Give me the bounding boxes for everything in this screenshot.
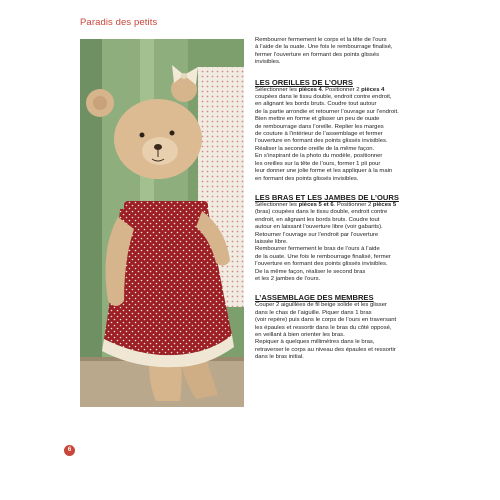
text-line: Réaliser la seconde oreille de la même façon.	[255, 145, 375, 152]
section-arms-legs	[255, 193, 425, 283]
section-title-assembly: L’ASSEMBLAGE DES MEMBRES	[255, 293, 374, 303]
text-line: Rembourrer fermement le bras de l’ours à l’aide	[255, 246, 380, 253]
section-assembly	[255, 293, 425, 361]
text-line: invisibles.	[255, 59, 281, 66]
text-line: de la ouate. Une fois le rembourrage finalisé, fermer	[255, 253, 391, 260]
text-line: et les 2 jambes de l’ours.	[255, 275, 321, 282]
text-line: en alignant les bords bruts. Coudre tout autour	[255, 101, 377, 108]
text-line: laissée libre.	[255, 238, 288, 245]
text-line: (bras) coupées dans le tissu double, endroit contre	[255, 209, 388, 216]
teddy-bear-photo	[80, 39, 244, 407]
section-title-ears: LES OREILLES DE L’OURS	[255, 77, 353, 87]
page-number-badge: 6	[64, 445, 75, 456]
text-line: Sélectionner les pièces 4. Positionner 2 pièces 4	[255, 86, 385, 93]
page-header-title: Paradis des petits	[80, 17, 158, 28]
text-line: Sélectionner les pièces 5 et 6. Positionner 2 pièces 5	[255, 201, 397, 208]
text-line: coupées dans le tissu double, endroit contre endroit,	[255, 94, 392, 101]
text-line: leur donner une jolie forme et les appliquer à la main	[255, 168, 393, 175]
text-line: De la même façon, réaliser le second bras	[255, 268, 366, 275]
text-line: Retourner l’ouvrage sur l’endroit par l’ouverture	[255, 231, 379, 238]
intro-paragraph	[255, 37, 425, 67]
instructions-column	[255, 37, 425, 362]
text-line: Bien mettre en forme et glisser un peu de ouate	[255, 116, 380, 123]
text-line: autour en laissant l’ouverture libre (voir gabarits).	[255, 224, 383, 231]
text-line: de rembourrage dans l’oreille. Replier les marges	[255, 123, 384, 130]
text-line: endroit, en alignant les bords bruts. Coudre tout	[255, 216, 380, 223]
text-line: dans le bras initial.	[255, 354, 304, 361]
text-line: fermer l’ouverture en formant des points glissés	[255, 51, 380, 58]
text-line: de couture à l’intérieur de l’assemblage et fermer	[255, 131, 383, 138]
text-line: (voir repère) puis dans le corps de l’ours en traversant	[255, 317, 397, 324]
text-line: l’ouverture en formant des points glissés invisibles.	[255, 261, 388, 268]
section-title-arms-legs: LES BRAS ET LES JAMBES DE L’OURS	[255, 192, 399, 202]
text-line: En s’inspirant de la photo du modèle, positionner	[255, 153, 383, 160]
text-line: Repiquer à quelques millimètres dans le bras,	[255, 339, 375, 346]
teddy-bear-illustration	[80, 39, 244, 407]
text-line: Couper 2 aiguillées de fil beige solide et les glisser	[255, 302, 387, 309]
section-ears	[255, 78, 425, 183]
text-line: retraverser le corps au niveau des épaules et ressortir	[255, 346, 396, 353]
text-line: de la partie arrondie et retourner l’ouvrage sur l’endroit.	[255, 108, 399, 115]
text-line: en veillant à bien orienter les bras.	[255, 332, 345, 338]
text-line: les épaules et ressortir dans le bras du côté opposé,	[255, 324, 392, 331]
text-line: l’ouverture en formant des points glissés invisibles.	[255, 138, 388, 145]
text-line: à l’aide de la ouate. Une fois le rembourrage finalisé,	[255, 44, 393, 51]
text-line: Rembourrer fermement le corps et la tête de l’ours	[255, 37, 387, 43]
text-line: les oreilles sur la tête de l’ours, former 1 pli pour	[255, 160, 381, 167]
text-line: dans le chas de l’aiguille. Piquer dans 1 bras	[255, 309, 372, 316]
text-line: en formant des points glissés invisibles.	[255, 175, 359, 182]
